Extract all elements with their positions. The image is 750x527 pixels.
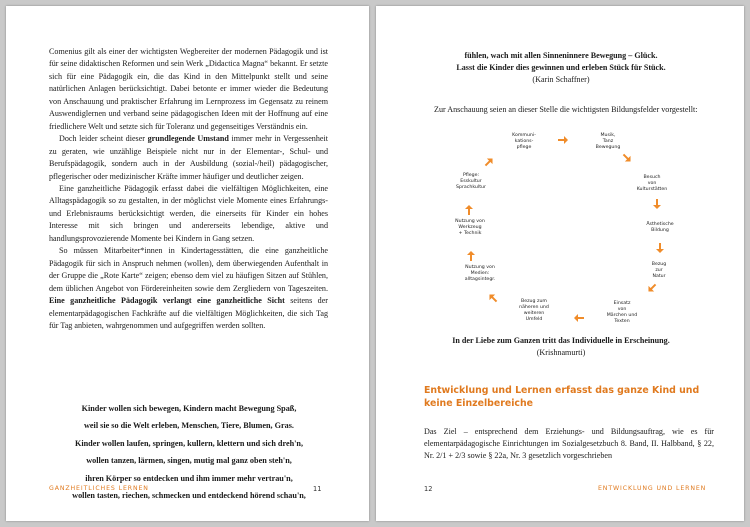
- quote-author: (Krishnamurti): [536, 347, 586, 357]
- arrow-up-left-icon: [488, 293, 498, 303]
- body-text: [49, 46, 328, 332]
- section-heading: Entwicklung und Lernen erfasst das ganze Kind und keine Einzelbereiche: [424, 385, 700, 410]
- diagram-node: Nutzung von Werkzeug + Technik: [455, 219, 485, 236]
- right-page: [376, 6, 744, 521]
- arrow-down-icon: [655, 243, 665, 253]
- diagram-node: Einsatz von Märchen und Texten: [606, 301, 638, 324]
- diagram-node: Pflege: Esskultur Sprachkultur: [456, 173, 486, 190]
- paragraph-ganzheitlich: Eine ganzheitliche Pädagogik erfasst dabei die vielfältigen Möglichkeiten, eine Alltagspädagogik so zu gestalten, in der möglichst viele Momente eines Erfahrungs- und Erlebnisraums berücksichtigt werden, die einerseits für Kinder ein hohes Interesse mit sich bringen und andererseits lebendige, aktive und handlungsprovozierende Momente bei Kindern in Gang setzen.: [49, 183, 328, 243]
- left-page: [6, 6, 369, 521]
- poem-line: wollen tasten, riechen, schmecken und entdeckend hörend schau'n,: [72, 491, 306, 501]
- paragraph-comenius: Comenius gilt als einer der wichtigsten Wegbereiter der modernen Pädagogik und ist für seine didaktischen Reformen und sein Werk „Didactica Magna“ bekannt. Er setzte sich für eine Pädagogik ein, die das Kind in den Mittelpunkt stellt und seine natürlichen Anlagen berücksichtigt. Dabei betonte er immer wieder die Bedeutung von Anschauung und praktischer Erfahrung im Lernprozess im Gegensatz zu reinem Auswendiglernen und verband seine pädagogischen Ideen mit der Hoffnung auf eine friedlichere Welt und setzte sich für Toleranz und gegenseitiges Verständnis ein.: [49, 47, 328, 131]
- arrow-down-right-icon: [622, 153, 632, 163]
- arrow-right-icon: [558, 135, 568, 145]
- page-number: 11: [313, 485, 322, 493]
- diagram-node: Kommuni- kations- pflege: [512, 133, 536, 150]
- arrow-down-left-icon: [647, 283, 657, 293]
- poem-line: weil sie so die Welt erleben, Menschen, Tiere, Blumen, Gras.: [84, 421, 294, 431]
- diagram-node: Nutzung von Medien: alltagsintegr.: [464, 265, 496, 282]
- diagram-node: Musik, Tanz Bewegung: [595, 133, 621, 150]
- page-number: 12: [424, 485, 433, 493]
- top-quote: [396, 50, 726, 85]
- paragraph-mitarbeiter: So müssen Mitarbeiter*innen in Kindertagesstätten, die eine ganzheitliche Pädagogik für sich in Anspruch nehmen (wollen), dem überwiegenden Aufenthalt in der Gruppe die „Rote Karte“ zeigen; ebenso dem viel zu häufigen Sitzen auf Stühlen, dem üblichen Angebot von Fördereinheiten sowie dem Zergliedern von Tageszeiten. Eine ganzheitliche Pädagogik verlangt eine ganzheitliche Sicht seitens der elementarpädagogischen Fachkräfte auf die vielfältigen Möglichkeiten, die sich Tag für Tag anbieten, wahrgenommen und aufgegriffen werden sollten.: [49, 246, 328, 330]
- diagram-node: Ästhetische Bildung: [646, 222, 674, 233]
- bottom-quote: [396, 335, 726, 359]
- arrow-down-icon: [652, 199, 662, 209]
- quote-author: (Karin Schaffner): [532, 74, 590, 84]
- diagram-node: Besuch von Kulturstätten: [636, 175, 668, 192]
- poem-line: Kinder wollen sich bewegen, Kindern macht Bewegung Spaß,: [81, 404, 297, 413]
- running-footer: GANZHEITLICHES LERNEN: [49, 485, 149, 492]
- bildungsfelder-diagram: [426, 121, 686, 346]
- intro-text: Zur Anschauung seien an dieser Stelle die wichtigsten Bildungsfelder vorgestellt:: [434, 105, 698, 114]
- arrow-up-icon: [466, 251, 476, 261]
- quote-line: In der Liebe zum Ganzen tritt das Individuelle in Erscheinung.: [452, 336, 670, 345]
- paragraph-umstand: Doch leider scheint dieser grundlegende Umstand immer mehr in Vergessenheit zu geraten, wie unzählige Beispiele nicht nur in der Elementar-, Schul- und Berufspädagogik, sondern auch in der Ausbildung (sozial-/heil) pädagogischer, pflegerischer oder medizinischer Kräfte immer häufiger und deutlicher zeigen.: [49, 134, 328, 181]
- diagram-node: Bezug zum näheren und weiteren Umfeld: [519, 299, 549, 322]
- section-text: Das Ziel – entsprechend dem Erziehungs- und Bildungsauftrag, wie es für elementarpädagogische Einrichtungen im Sozialgesetzbuch 8. Band, II. Halbband, § 22, Nr. 2/1 + 2/3 sowie § 22a, Nr. 3 gesetzlich vorgeschrieben: [424, 427, 714, 461]
- arrow-up-icon: [464, 205, 474, 215]
- quote-line: fühlen, wach mit allen Sinneninnere Bewegung – Glück.: [464, 51, 658, 60]
- poem-line: Kinder wollen laufen, springen, kullern, klettern und sich dreh'n,: [74, 438, 304, 448]
- poem-line: wollen tanzen, lärmen, singen, mutig mal ganz oben steh'n,: [86, 456, 292, 466]
- diagram-node: Bezug zur Natur: [651, 262, 667, 279]
- running-footer: ENTWICKLUNG UND LERNEN: [598, 485, 707, 492]
- quote-line: Lasst die Kinder dies gewinnen und erleben Stück für Stück.: [456, 62, 666, 72]
- arrow-up-right-icon: [484, 157, 494, 167]
- arrow-left-icon: [574, 313, 584, 323]
- poem-line: ihren Körper so entdecken und ihm immer mehr vertrau'n,: [85, 473, 293, 483]
